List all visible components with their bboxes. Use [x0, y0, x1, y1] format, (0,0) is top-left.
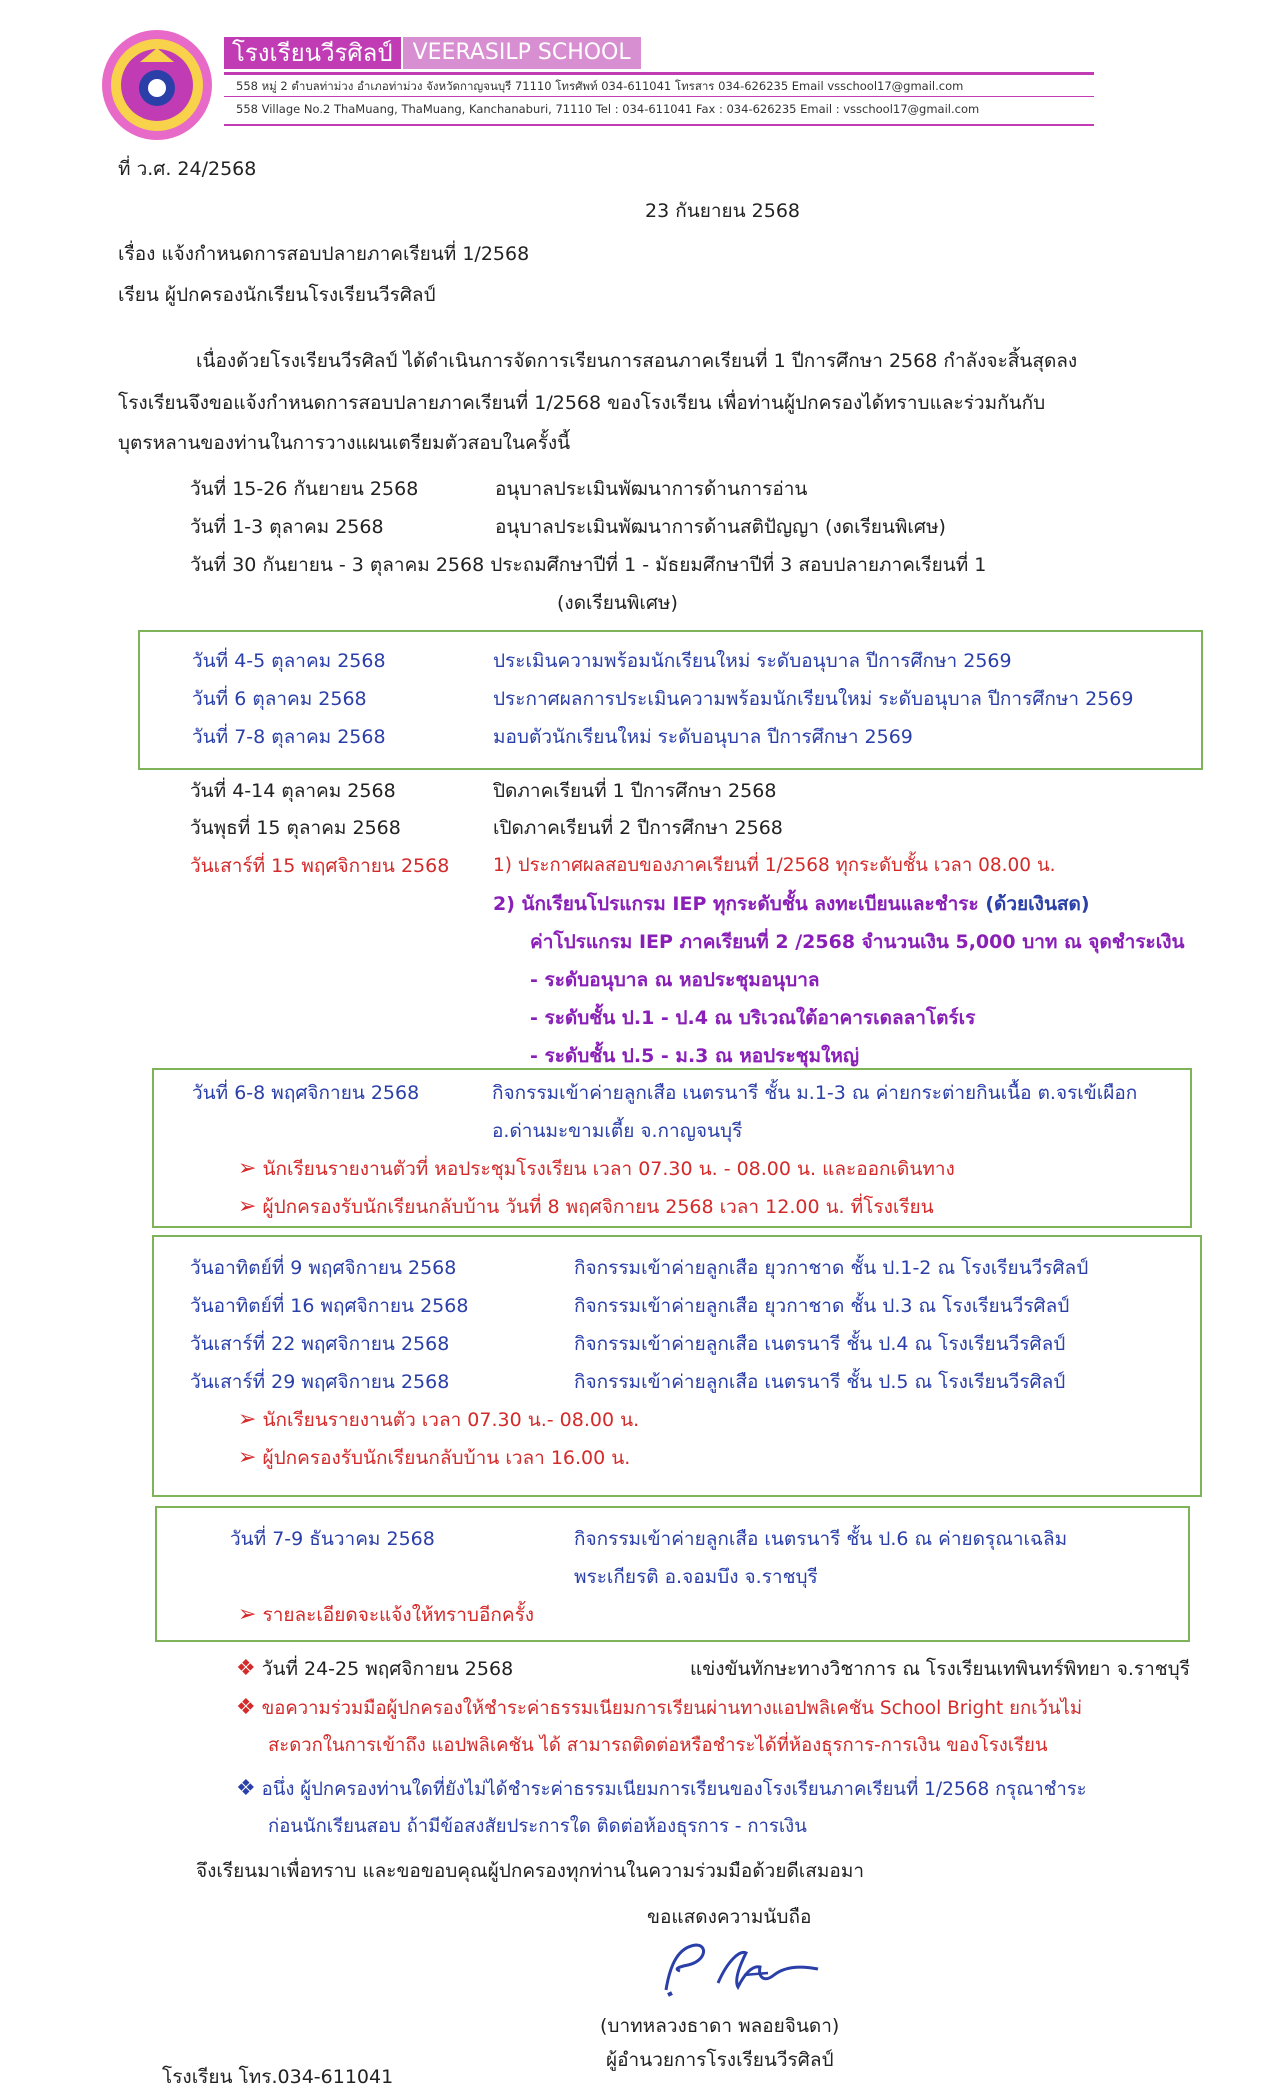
arrow-icon: ➢: [238, 1602, 257, 1627]
sched2-sat-item1: 1) ประกาศผลสอบของภาคเรียนที่ 1/2568 ทุกระดับชั้น เวลา 08.00 น.: [493, 855, 1056, 876]
school-name-th: โรงเรียนวีรศิลป์: [224, 37, 401, 69]
sched2-sat-date: วันเสาร์ที่ 15 พฤศจิกายน 2568: [190, 855, 450, 877]
box4-text-cont: พระเกียรติ อ.จอมบึง จ.ราชบุรี: [574, 1566, 818, 1588]
box1-r3-text: มอบตัวนักเรียนใหม่ ระดับอนุบาล ปีการศึกษา 2569: [493, 726, 913, 748]
closing-thanks: จึงเรียนมาเพื่อทราบ และขอขอบคุณผู้ปกครองทุกท่านในความร่วมมือด้วยดีเสมอมา: [196, 1860, 865, 1882]
box3-bullet-1: [238, 1407, 639, 1433]
arrow-icon: ➢: [238, 1407, 257, 1432]
doc-subject: เรื่อง แจ้งกำหนดการสอบปลายภาคเรียนที่ 1/2568: [118, 243, 530, 265]
sched1-r1-date: วันที่ 15-26 กันยายน 2568: [190, 478, 419, 500]
doc-date: 23 กันยายน 2568: [645, 200, 801, 222]
box2-bullet-1-text: นักเรียนรายงานตัวที่ หอประชุมโรงเรียน เวลา 07.30 น. - 08.00 น. และออกเดินทาง: [262, 1158, 955, 1180]
box2-text: กิจกรรมเข้าค่ายลูกเสือ เนตรนารี ชั้น ม.1-3 ณ ค่ายกระต่ายกินเนื้อ ต.จรเข้เผือก: [492, 1082, 1138, 1104]
sched1-r2-text: อนุบาลประเมินพัฒนาการด้านสติปัญญา (งดเรียนพิเศษ): [495, 516, 946, 538]
sched2-r2-date: วันพุธที่ 15 ตุลาคม 2568: [190, 817, 401, 839]
school-logo: [100, 28, 215, 143]
box4-bullet-1-text: รายละเอียดจะแจ้งให้ทราบอีกครั้ง: [262, 1604, 535, 1626]
note-2-line-1: ขอความร่วมมือผู้ปกครองให้ชำระค่าธรรมเนียมการเรียนผ่านทางแอปพลิเคชัน School Bright ยกเว้นไม่: [261, 1698, 1083, 1719]
note-1-text: แข่งขันทักษะทางวิชาการ ณ โรงเรียนเทพินทร์พิทยา จ.ราชบุรี: [690, 1658, 1190, 1680]
school-name-banner: [224, 36, 641, 70]
closing-position: ผู้อำนวยการโรงเรียนวีรศิลป์: [606, 2049, 834, 2071]
box2-bullet-2-text: ผู้ปกครองรับนักเรียนกลับบ้าน วันที่ 8 พฤศจิกายน 2568 เวลา 12.00 น. ที่โรงเรียน: [262, 1196, 934, 1218]
box2-date: วันที่ 6-8 พฤศจิกายน 2568: [192, 1082, 420, 1104]
box3-r1-date: วันอาทิตย์ที่ 9 พฤศจิกายน 2568: [190, 1257, 457, 1279]
diamond-icon: ❖: [236, 1776, 256, 1801]
sched2-sat-loc3: - ระดับชั้น ป.5 - ม.3 ณ หอประชุมใหญ่: [530, 1045, 860, 1067]
box3-bullet-1-text: นักเรียนรายงานตัว เวลา 07.30 น.- 08.00 น.: [262, 1409, 640, 1431]
arrow-icon: ➢: [238, 1445, 257, 1470]
sched2-r1-date: วันที่ 4-14 ตุลาคม 2568: [190, 780, 396, 802]
note-2: [236, 1695, 1082, 1722]
box3-r4-date: วันเสาร์ที่ 29 พฤศจิกายน 2568: [190, 1371, 450, 1393]
sched1-r3-cont: (งดเรียนพิเศษ): [557, 592, 678, 614]
sched2-sat-fee: ค่าโปรแกรม IEP ภาคเรียนที่ 2 /2568 จำนวนเงิน 5,000 บาท ณ จุดชำระเงิน: [530, 931, 1185, 953]
intro-line-1: เนื่องด้วยโรงเรียนวีรศิลป์ ได้ดำเนินการจัดการเรียนการสอนภาคเรียนที่ 1 ปีการศึกษา 2568 กำลังจะสิ้นสุดลง: [196, 350, 1078, 372]
sched2-sat-loc2: - ระดับชั้น ป.1 - ป.4 ณ บริเวณใต้อาคารเดลลาโตร์เร: [530, 1007, 976, 1029]
sched1-r3: วันที่ 30 กันยายน - 3 ตุลาคม 2568 ประถมศึกษาปีที่ 1 - มัธยมศึกษาปีที่ 3 สอบปลายภาคเรียนที่ 1: [190, 554, 987, 576]
sched2-sat-item2: [493, 891, 1090, 917]
box2-bullet-2: [238, 1194, 934, 1220]
box3-r4-text: กิจกรรมเข้าค่ายลูกเสือ เนตรนารี ชั้น ป.5 ณ โรงเรียนวีรศิลป์: [574, 1371, 1066, 1393]
box1-r3-date: วันที่ 7-8 ตุลาคม 2568: [192, 726, 386, 748]
box3-r2-date: วันอาทิตย์ที่ 16 พฤศจิกายน 2568: [190, 1295, 469, 1317]
intro-line-3: บุตรหลานของท่านในการวางแผนเตรียมตัวสอบในครั้งนี้: [118, 432, 571, 454]
box1-r1-text: ประเมินความพร้อมนักเรียนใหม่ ระดับอนุบาล ปีการศึกษา 2569: [493, 650, 1012, 672]
diamond-icon: ❖: [236, 1695, 256, 1720]
intro-line-2: โรงเรียนจึงขอแจ้งกำหนดการสอบปลายภาคเรียนที่ 1/2568 ของโรงเรียน เพื่อท่านผู้ปกครองได้ทราบและร่วมกันกับ: [118, 392, 1046, 414]
box3-bullet-2: [238, 1445, 630, 1471]
arrow-icon: ➢: [238, 1194, 257, 1219]
note-3-line-2: ก่อนนักเรียนสอบ ถ้ามีข้อสงสัยประการใด ติดต่อห้องธุรการ - การเงิน: [268, 1816, 807, 1837]
box4-bullet-1: [238, 1602, 534, 1628]
header-rule-bottom: [224, 124, 1094, 126]
note-1: [236, 1656, 513, 1682]
box3-r2-text: กิจกรรมเข้าค่ายลูกเสือ ยุวกาชาด ชั้น ป.3 ณ โรงเรียนวีรศิลป์: [574, 1295, 1070, 1317]
note-3-line-1: อนึ่ง ผู้ปกครองท่านใดที่ยังไม่ได้ชำระค่าธรรมเนียมการเรียนของโรงเรียนภาคเรียนที่ 1/2568 กรุณาชำระ: [261, 1779, 1087, 1800]
header-rule-top: [224, 72, 1094, 75]
closing-phone: โรงเรียน โทร.034-611041: [162, 2066, 394, 2088]
sched2-r2-text: เปิดภาคเรียนที่ 2 ปีการศึกษา 2568: [493, 817, 783, 839]
signature: [648, 1935, 838, 2010]
address-th: 558 หมู่ 2 ตำบลท่าม่วง อำเภอท่าม่วง จังหวัดกาญจนบุรี 71110 โทรศัพท์ 034-611041 โทรสาร 034-626235 Email vsschool17@gmail.com: [236, 79, 964, 93]
closing-respect: ขอแสดงความนับถือ: [647, 1906, 812, 1928]
doc-ref: ที่ ว.ศ. 24/2568: [118, 158, 257, 180]
box3-r3-text: กิจกรรมเข้าค่ายลูกเสือ เนตรนารี ชั้น ป.4 ณ โรงเรียนวีรศิลป์: [574, 1333, 1066, 1355]
sat-item2-text: 2) นักเรียนโปรแกรม IEP ทุกระดับชั้น ลงทะเบียนและชำระ: [493, 893, 979, 915]
note-1-date: วันที่ 24-25 พฤศจิกายน 2568: [261, 1658, 514, 1680]
header-rule-mid: [224, 96, 1094, 97]
box3-r1-text: กิจกรรมเข้าค่ายลูกเสือ ยุวกาชาด ชั้น ป.1-2 ณ โรงเรียนวีรศิลป์: [574, 1257, 1089, 1279]
box4-text: กิจกรรมเข้าค่ายลูกเสือ เนตรนารี ชั้น ป.6 ณ ค่ายดรุณาเฉลิม: [574, 1528, 1068, 1550]
address-en: 558 Village No.2 ThaMuang, ThaMuang, Kanchanaburi, 71110 Tel : 034-611041 Fax : 034-626235 Email : vsschool17@gmail.com: [236, 102, 980, 116]
diamond-icon: ❖: [236, 1656, 256, 1681]
doc-to: เรียน ผู้ปกครองนักเรียนโรงเรียนวีรศิลป์: [118, 284, 436, 306]
box2-text-cont: อ.ด่านมะขามเตี้ย จ.กาญจนบุรี: [492, 1120, 743, 1142]
sched2-sat-loc1: - ระดับอนุบาล ณ หอประชุมอนุบาล: [530, 969, 820, 991]
closing-name: (บาทหลวงธาดา พลอยจินดา): [600, 2015, 840, 2037]
box1-r2-text: ประกาศผลการประเมินความพร้อมนักเรียนใหม่ ระดับอนุบาล ปีการศึกษา 2569: [493, 688, 1134, 710]
sched1-r1-text: อนุบาลประเมินพัฒนาการด้านการอ่าน: [495, 478, 808, 500]
sched2-r1-text: ปิดภาคเรียนที่ 1 ปีการศึกษา 2568: [493, 780, 777, 802]
box4-date: วันที่ 7-9 ธันวาคม 2568: [230, 1528, 435, 1550]
box3-r3-date: วันเสาร์ที่ 22 พฤศจิกายน 2568: [190, 1333, 450, 1355]
note-2-line-2: สะดวกในการเข้าถึง แอปพลิเคชัน ได้ สามารถติดต่อหรือชำระได้ที่ห้องธุรการ-การเงิน ของโรงเรียน: [268, 1735, 1048, 1756]
sat-item2-cash: (ด้วยเงินสด): [985, 893, 1090, 915]
box3-bullet-2-text: ผู้ปกครองรับนักเรียนกลับบ้าน เวลา 16.00 น.: [262, 1447, 631, 1469]
sched1-r2-date: วันที่ 1-3 ตุลาคม 2568: [190, 516, 384, 538]
box1-r1-date: วันที่ 4-5 ตุลาคม 2568: [192, 650, 386, 672]
arrow-icon: ➢: [238, 1156, 257, 1181]
box1-r2-date: วันที่ 6 ตุลาคม 2568: [192, 688, 367, 710]
box2-bullet-1: [238, 1156, 955, 1182]
school-name-en: VEERASILP SCHOOL: [403, 37, 641, 69]
note-3: [236, 1776, 1087, 1803]
